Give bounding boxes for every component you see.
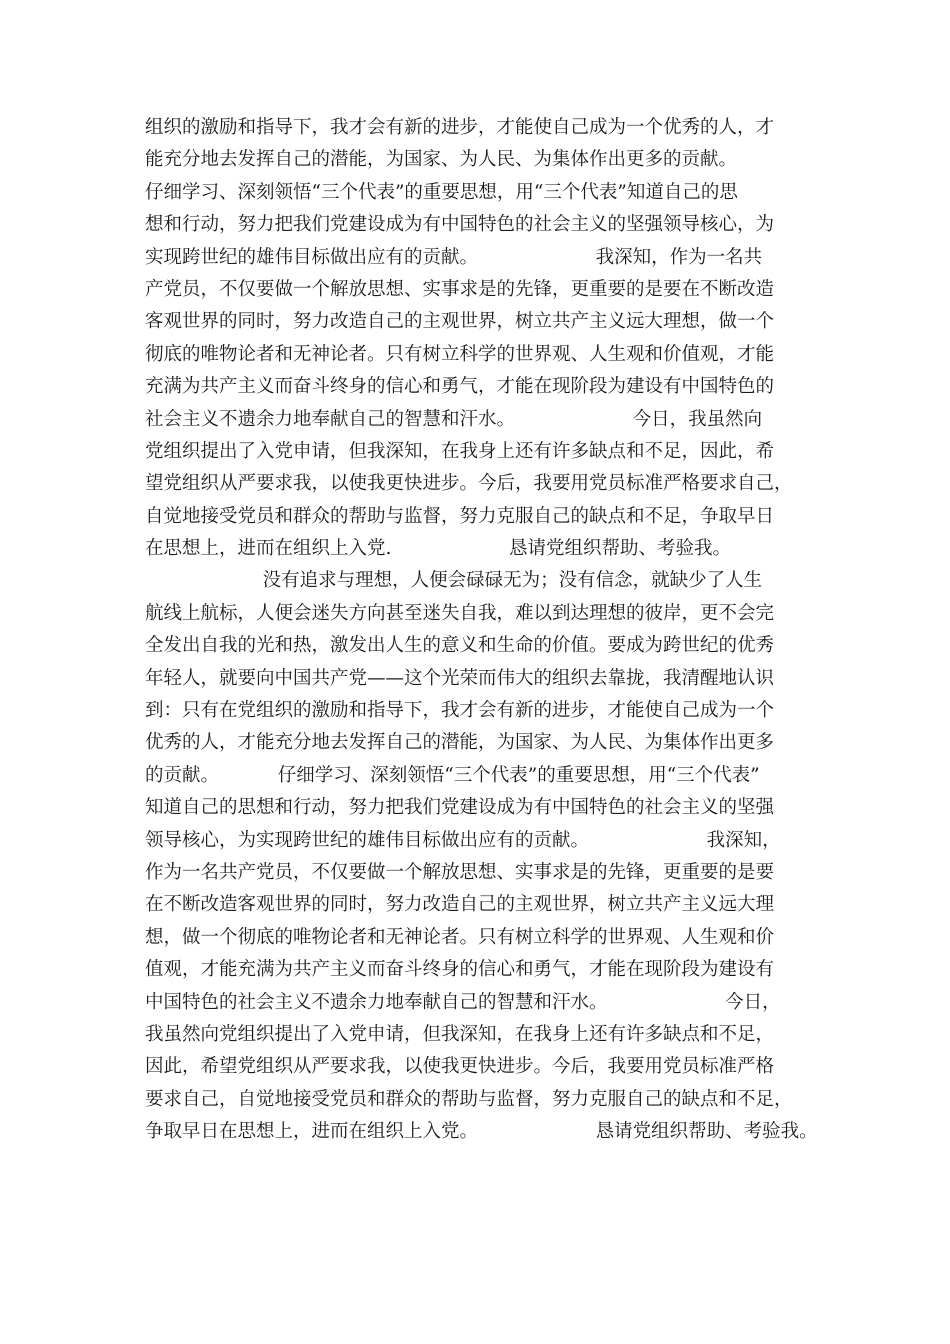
text-line: 年轻人，就要向中国共产党——这个光荣而伟大的组织去靠拢，我清醒地认识: [145, 667, 775, 689]
text-line: 值观，才能充满为共产主义而奋斗终身的信心和勇气，才能在现阶段为建设有: [145, 959, 775, 981]
text-line: 客观世界的同时，努力改造自己的主观世界，树立共产主义远大理想，做一个: [145, 311, 775, 333]
text-line: 充满为共产主义而奋斗终身的信心和勇气，才能在现阶段为建设有中国特色的: [145, 376, 775, 398]
text-line: 在思想上，进而在组织上入党. 恳请党组织帮助、考验我。: [145, 538, 731, 560]
text-line: 望党组织从严要求我，以使我更快进步。今后，我要用党员标准严格要求自己，: [145, 473, 793, 495]
text-line: 组织的激励和指导下，我才会有新的进步，才能使自己成为一个优秀的人，才: [145, 117, 775, 138]
text-line: 的贡献。 仔细学习、深刻领悟“三个代表”的重要思想，用“三个代表”: [145, 764, 760, 786]
text-line: 优秀的人，才能充分地去发挥自己的潜能，为国家、为人民、为集体作出更多: [145, 732, 775, 754]
text-line: 自觉地接受党员和群众的帮助与监督，努力克服自己的缺点和不足，争取早日: [145, 505, 775, 527]
text-line: 中国特色的社会主义不遗余力地奉献自己的智慧和汗水。 今日，: [145, 991, 781, 1013]
text-line: 争取早日在思想上，进而在组织上入党。 恳请党组织帮助、考验我。: [145, 1121, 818, 1143]
text-line: 彻底的唯物论者和无神论者。只有树立科学的世界观、人生观和价值观，才能: [145, 343, 775, 365]
text-line: 没有追求与理想，人便会碌碌无为；没有信念，就缺少了人生: [145, 570, 763, 592]
text-line: 因此，希望党组织从严要求我，以使我更快进步。今后，我要用党员标准严格: [145, 1056, 775, 1078]
text-line: 我虽然向党组织提出了入党申请，但我深知，在我身上还有许多缺点和不足，: [145, 1023, 775, 1045]
text-line: 仔细学习、深刻领悟“三个代表”的重要思想，用“三个代表”知道自己的思: [145, 181, 738, 203]
body-text: [145, 112, 825, 1149]
text-line: 社会主义不遗余力地奉献自己的智慧和汗水。 今日，我虽然向: [145, 408, 763, 430]
text-line: 全发出自我的光和热，激发出人生的意义和生命的价值。要成为跨世纪的优秀: [145, 635, 775, 657]
text-line: 航线上航标，人便会迷失方向甚至迷失自我，难以到达理想的彼岸，更不会完: [145, 602, 775, 624]
text-line: 实现跨世纪的雄伟目标做出应有的贡献。 我深知，作为一名共: [145, 246, 763, 268]
text-line: 党组织提出了入党申请，但我深知，在我身上还有许多缺点和不足，因此，希: [145, 440, 775, 462]
text-line: 能充分地去发挥自己的潜能，为国家、为人民、为集体作出更多的贡献。: [145, 149, 738, 171]
text-line: 领导核心，为实现跨世纪的雄伟目标做出应有的贡献。 我深知，: [145, 829, 781, 851]
text-line: 到：只有在党组织的激励和指导下，我才会有新的进步，才能使自己成为一个: [145, 700, 775, 722]
text-line: 知道自己的思想和行动，努力把我们党建设成为有中国特色的社会主义的坚强: [145, 797, 775, 819]
text-line: 在不断改造客观世界的同时，努力改造自己的主观世界，树立共产主义远大理: [145, 894, 775, 916]
text-line: 作为一名共产党员，不仅要做一个解放思想、实事求是的先锋，更重要的是要: [145, 861, 775, 883]
text-line: 产党员，不仅要做一个解放思想、实事求是的先锋，更重要的是要在不断改造: [145, 278, 775, 300]
text-line: 想，做一个彻底的唯物论者和无神论者。只有树立科学的世界观、人生观和价: [145, 926, 775, 948]
text-line: 要求自己，自觉地接受党员和群众的帮助与监督，努力克服自己的缺点和不足，: [145, 1088, 793, 1110]
text-line: 想和行动，努力把我们党建设成为有中国特色的社会主义的坚强领导核心，为: [145, 214, 775, 236]
